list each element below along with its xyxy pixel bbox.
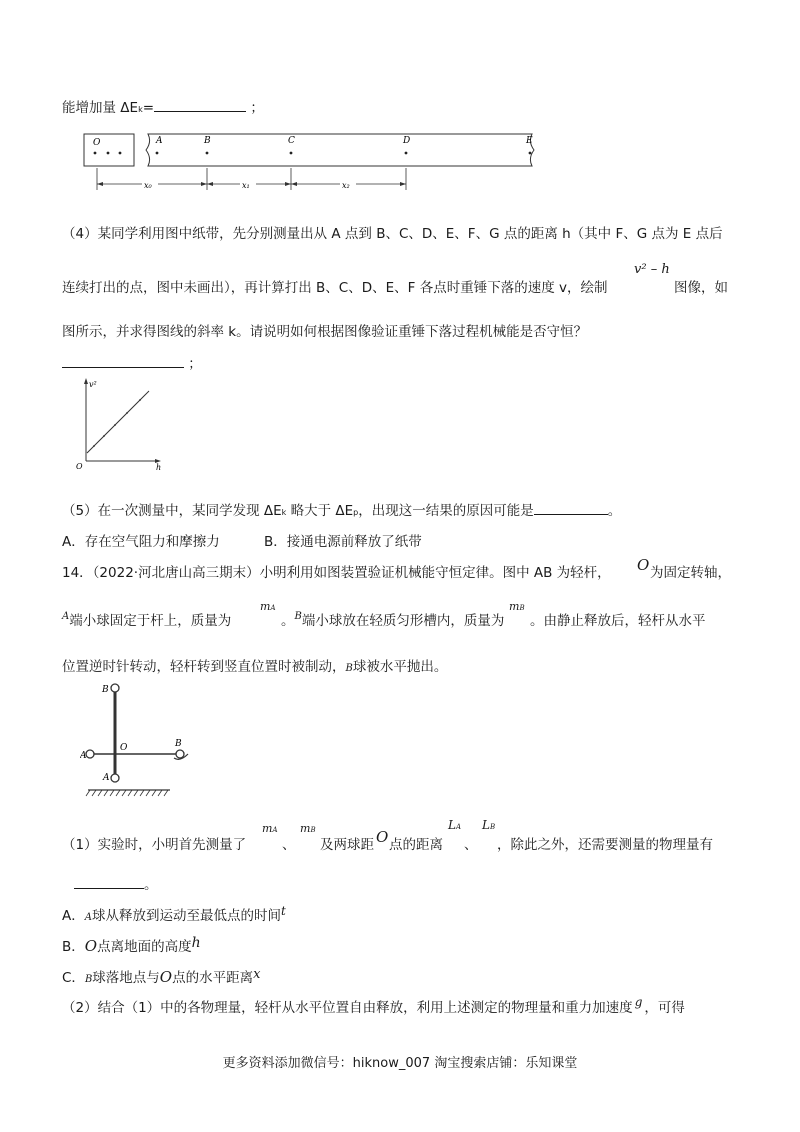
label-A-bottom: A (103, 773, 110, 783)
q14-1-option-c[interactable]: C．B球落地点与O点的水平距离x (62, 967, 261, 986)
v2-h-formula: v² – h (634, 262, 670, 277)
var-O-2: O (376, 828, 389, 846)
var-mB-2: mB (300, 822, 316, 835)
q14-line2d: 。由静止释放后，轻杆从水平 (530, 613, 706, 629)
origin-label: O (76, 462, 83, 471)
energy-text: 能增加量 ΔE (62, 100, 139, 116)
q5-option-b[interactable]: B．接通电源前释放了纸带 (264, 534, 422, 550)
q14-1-option-b[interactable]: B．O点离地面的高度h (62, 935, 201, 955)
apparatus-figure (80, 678, 204, 802)
label-O: O (120, 743, 128, 753)
label-C: C (288, 136, 295, 146)
subscript-k: k (138, 105, 143, 114)
label-E: E (526, 136, 533, 146)
equals-sign: = (142, 100, 155, 116)
x-axis-label: h (156, 463, 162, 471)
q14-1-comma1: 、 (282, 837, 296, 853)
q14-line2b: 。$^B$端小球放在轻质匀形槽内，质量为 (281, 611, 505, 629)
label-A: A (156, 136, 163, 146)
label-O: O (93, 138, 101, 148)
answer-blank[interactable] (154, 97, 246, 112)
q14-1-answer-line: 。 (74, 873, 158, 893)
q4-line2: 连续打出的点，图中未画出），再计算打出 B、C、D、E、F 各点时重锤下落的速度 v，绘制 (62, 280, 608, 296)
q14-line1: 14．（2022·河北唐山高三期末）小明利用如图装置验证机械能守恒定律。图中 AB 为轻杆， (62, 565, 611, 581)
q4-line2b: 图像，如 (674, 280, 728, 296)
q14-1-option-a[interactable]: A．A球从释放到运动至最低点的时间t (62, 904, 286, 924)
q14-line2: $^A$端小球固定于杆上，质量为 (62, 611, 232, 629)
q14-1-text-f: ，除此之外，还需要测量的物理量有 (497, 837, 713, 853)
paper-tape-figure (80, 128, 542, 196)
var-LA: LA (448, 818, 462, 832)
label-D: D (403, 136, 411, 146)
q14-2-line: （2）结合（1）中的各物理量，轻杆从水平位置自由释放，利用上述测定的物理量和重力加速度 g ，可得 (62, 995, 685, 1016)
q14-1-text-d: 点的距离 (389, 837, 443, 853)
tape-left-segment (84, 134, 134, 166)
label-x2: x₂ (342, 181, 350, 190)
q5-line: （5）在一次测量中，某同学发现 ΔEk 略大于 ΔEp，出现这一结果的原因可能是 。 (62, 499, 621, 519)
q14-1-text-c: 及两球距 (320, 837, 374, 853)
var-mA: mA (260, 600, 276, 613)
var-mB: mB (509, 600, 525, 613)
ball-A-left (86, 750, 94, 758)
var-O: O (637, 556, 650, 574)
ball-A-bottom (111, 774, 119, 782)
v2-h-graph (74, 375, 166, 471)
ball-B-right (176, 750, 184, 758)
q14-line3: 位置逆时针转动，轻杆转到竖直位置时被制动，B球被水平抛出。 (62, 659, 448, 675)
footer: 更多资料添加微信号：hiknow_007 淘宝搜索店铺：乐知课堂 (222, 1056, 578, 1071)
answer-blank[interactable] (534, 500, 608, 515)
q14-line1b: 为固定转轴， (650, 565, 731, 581)
label-B-right: B (175, 739, 182, 749)
label-A-left: A (80, 751, 87, 761)
answer-blank[interactable] (74, 874, 144, 889)
q14-1-comma2: 、 (464, 837, 478, 853)
q14-1-text-a: （1）实验时，小明首先测量了 (62, 837, 247, 853)
q4-line3: 图所示，并求得图线的斜率 k。请说明如何根据图像验证重锤下落过程机械能是否守恒？ (62, 324, 588, 340)
label-B: B (204, 136, 211, 146)
var-mA-2: mA (262, 822, 278, 835)
energy-line (62, 96, 264, 116)
label-x1: x₁ (242, 181, 250, 190)
y-axis-label: v² (89, 380, 97, 389)
label-B-top: B (102, 685, 109, 695)
ball-B-top (111, 684, 119, 692)
q4-answer-line: ； (62, 352, 202, 372)
q4-line1: （4）某同学利用图中纸带，先分别测量出从 A 点到 B、C、D、E、F、G 点的距离 h（其中 F、G 点为 E 点后 (62, 226, 723, 242)
semicolon: ； (250, 100, 264, 116)
var-LB: LB (482, 818, 496, 832)
answer-blank[interactable] (62, 353, 184, 368)
label-x0: x₀ (144, 181, 152, 190)
q5-option-a[interactable]: A．存在空气阻力和摩擦力 (62, 534, 220, 550)
